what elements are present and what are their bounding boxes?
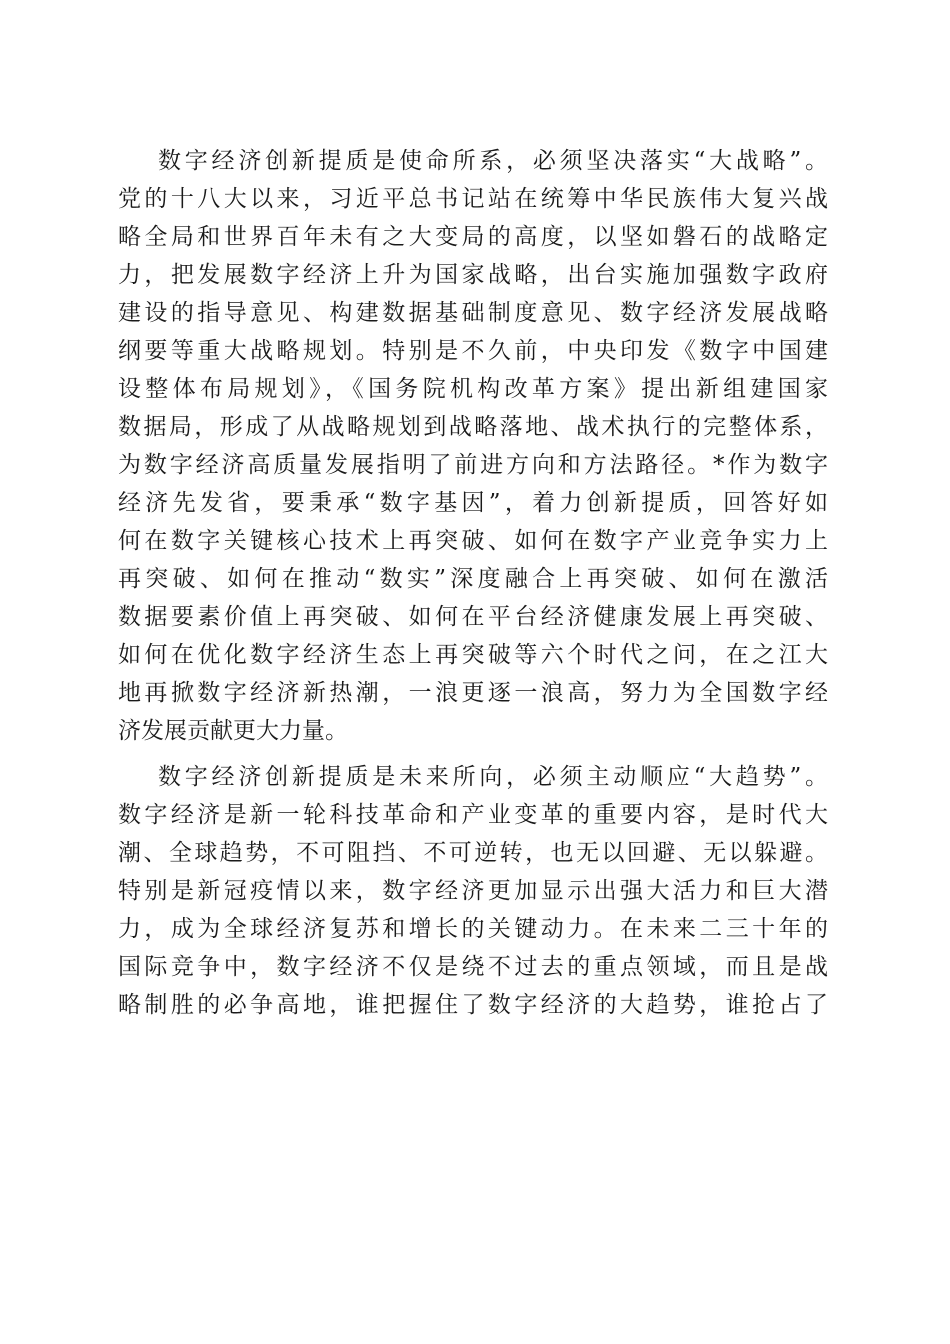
paragraph-1-line-9: 为数字经济高质量发展指明了前进方向和方法路径。*作为数字 [118,452,828,478]
paragraph-1-line-14: 如何在优化数字经济生态上再突破等六个时代之问，在之江大 [118,642,828,668]
paragraph-2-line-4: 特别是新冠疫情以来，数字经济更加显示出强大活力和巨大潜 [118,878,828,904]
paragraph-1-line-2: 党的十八大以来，习近平总书记站在统筹中华民族伟大复兴战 [118,186,828,212]
paragraph-1-line-6: 纲要等重大战略规划。特别是不久前，中央印发《数字中国建 [118,338,828,364]
paragraph-2-line-5: 力，成为全球经济复苏和增长的关键动力。在未来二三十年的 [118,916,828,942]
paragraph-2-line-2: 数字经济是新一轮科技革命和产业变革的重要内容，是时代大 [118,802,828,828]
paragraph-2-line-3: 潮、全球趋势，不可阻挡、不可逆转，也无以回避、无以躲避。 [118,840,828,866]
paragraph-1-line-4: 力，把发展数字经济上升为国家战略，出台实施加强数字政府 [118,262,828,288]
paragraph-2-line-7: 略制胜的必争高地，谁把握住了数字经济的大趋势，谁抢占了 [118,992,828,1018]
paragraph-1-line-8: 数据局，形成了从战略规划到战略落地、战术执行的完整体系， [118,414,828,440]
paragraph-1-line-10: 经济先发省，要秉承“数字基因”，着力创新提质，回答好如 [118,490,828,516]
paragraph-1-line-13: 数据要素价值上再突破、如何在平台经济健康发展上再突破、 [118,604,828,630]
paragraph-1-line-7: 设整体布局规划》，《国务院机构改革方案》提出新组建国家 [118,376,828,402]
paragraph-1-line-3: 略全局和世界百年未有之大变局的高度，以坚如磐石的战略定 [118,224,828,250]
paragraph-1-line-16: 济发展贡献更大力量。 [118,718,348,744]
paragraph-1-line-12: 再突破、如何在推动“数实”深度融合上再突破、如何在激活 [118,566,828,592]
paragraph-2-line-1: 数字经济创新提质是未来所向，必须主动顺应“大趋势”。 [158,764,828,790]
paragraph-2-line-6: 国际竞争中，数字经济不仅是绕不过去的重点领域，而且是战 [118,954,828,980]
paragraph-1-line-15: 地再掀数字经济新热潮，一浪更逐一浪高，努力为全国数字经 [118,680,828,706]
paragraph-1-line-1: 数字经济创新提质是使命所系，必须坚决落实“大战略”。 [158,148,828,174]
paragraph-1-line-5: 建设的指导意见、构建数据基础制度意见、数字经济发展战略 [118,300,828,326]
paragraph-1-line-11: 何在数字关键核心技术上再突破、如何在数字产业竞争实力上 [118,528,828,554]
